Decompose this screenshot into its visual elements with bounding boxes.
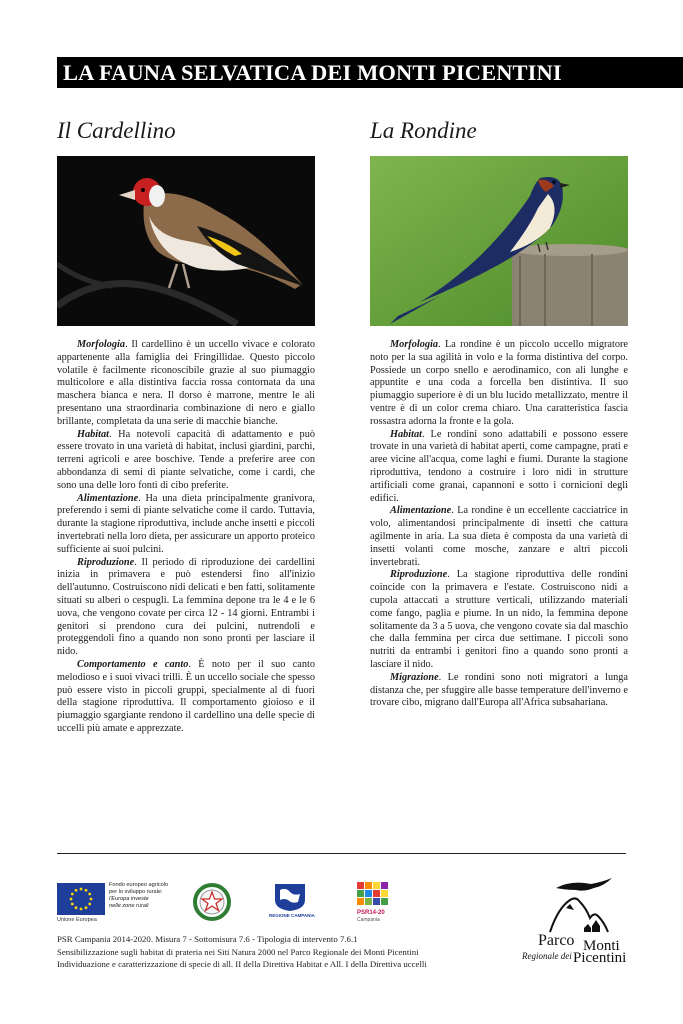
- rondine-title: La Rondine: [370, 118, 477, 143]
- rondine-text: [370, 339, 628, 710]
- funding-logos: [57, 880, 397, 925]
- credits-line: Individuazione e caratterizzazione di specie di all. II della Direttiva Habitat e All. I della Direttiva uccelli: [57, 959, 427, 970]
- rondine-alimentazione: Alimentazione. La rondine è un eccellente cacciatrice in volo, alimentandosi principalmente di insetti che cattura agilmente in aria. La sua dieta è composta da una varietà di insetti volanti come mosche, zanzare e altri piccoli invertebrati.: [370, 505, 628, 568]
- eu-fund-text: Fondo europeo agricolo per lo sviluppo rurale: l'Europa investe nelle zone rurali: [109, 882, 169, 909]
- project-credits: [57, 933, 427, 971]
- cardellino-habitat: Habitat. Ha notevoli capacità di adattamento e può essere trovato in una varietà di habitat, inclusi giardini, parchi, terreni agricoli e aree boschive. Tende a preferire aree con abbondanza di semi di piante selvatiche, come i cardi, che sono una delle loro fonti di cibo preferite.: [57, 428, 315, 491]
- swallow-illustration: [370, 156, 628, 326]
- rondine-photo: [370, 156, 628, 326]
- credits-line: PSR Campania 2014-2020. Misura 7 - Sottomisura 7.6 - Tipologia di intervento 7.6.1: [57, 934, 358, 944]
- cardellino-comportamento: Comportamento e canto. È noto per il suo canto melodioso e i suoi vivaci trilli. È un uccello sociale che spesso può essere visto in piccoli gruppi, specialmente al di fuori della stagione riproduttiva. Il comportamento gioioso e il piumaggio sgargiante rendono il cardellino una delle specie di uccelli più amate e apprezzate.: [57, 658, 316, 734]
- psr-logo-icon: [357, 882, 389, 908]
- poster-title: LA FAUNA SELVATICA DEI MONTI PICENTINI: [57, 57, 683, 88]
- rondine-riproduzione: Riproduzione. La stagione riproduttiva delle rondini coincide con la primavera e l'estate. Costruiscono nidi a cupola attaccati a strutture verticali, utilizzando materiali come fango, paglia e piume. In un nido, la femmina depone solitamente da 3 a 5 uova, che vengono covate sia dal maschio che dalla femmina per circa due settimane. I piccoli sono nutriti da entrambi i genitori fino a quando sono pronti a lasciare il nido.: [370, 569, 628, 670]
- rondine-migrazione: Migrazione. Le rondini sono noti migratori a lunga distanza che, per sfuggire alle basse temperature dell'inverno e trovare cibo, migrano dall'Europa all'Africa subsahariana.: [370, 671, 628, 709]
- cardellino-photo: [57, 156, 315, 326]
- credits-line: Sensibilizzazione sugli habitat di prateria nei Siti Natura 2000 nel Parco Regionale dei Monti Picentini: [57, 946, 419, 957]
- eu-flag-icon: [57, 883, 105, 915]
- rondine-habitat: Habitat. Le rondini sono adattabili e possono essere trovate in una varietà di habitat aperti, come campagne, prati e aree vicine all'acqua, come laghi e fiumi. Durante la stagione riproduttiva, tendono a costruire i loro nidi in strutture artificiali come granai, capannoni e sotto i cornicioni degli edifici.: [370, 428, 628, 504]
- footer-divider: [57, 853, 626, 854]
- parco-name: Parco Monti Regionale dei Picentini: [522, 932, 627, 966]
- eu-stars-icon: [57, 883, 105, 915]
- rondine-morfologia: Morfologia. La rondine è un piccolo uccello migratore noto per la sua agilità in volo e la forma distintiva del corpo. Possiede un corpo snello e aerodinamico, con ali lunghe e appuntite e una coda a forcella ben distintiva. Il suo piumaggio superiore è di un blu lucido metallizzato, mentre il ventre è di un color crema chiaro. Una caratteristica fascia rossastra adorna la fronte e la gola.: [370, 339, 628, 427]
- goldfinch-illustration: [57, 156, 315, 326]
- cardellino-morfologia: Morfologia. Il cardellino è un uccello vivace e colorato appartenente alla famiglia dei Fringillidae. Questo piccolo volatile è facilmente riconoscibile grazie al suo piumaggio multicolore e alla distintiva faccia rossa contornata da una maschera bianca e nera. Il dorso è marrone, mentre le ali presentano una straordinaria combinazione di nero e giallo brillante, completata da una serie di macchie bianche.: [57, 339, 315, 427]
- cardellino-title: Il Cardellino: [57, 118, 176, 143]
- psr-caption: PSR14-20 Campania: [357, 910, 385, 923]
- eagle-mountain-icon: [536, 878, 616, 936]
- cardellino-text: [57, 339, 315, 736]
- cardellino-alimentazione: Alimentazione. Ha una dieta principalmente granivora, preferendo i semi di piante selvatiche come il cardo. Tuttavia, durante la stagione riproduttiva, include anche insetti e piccoli invertebrati nella loro dieta, per assicurare un apporto proteico sufficiente ai suoi pulcini.: [57, 492, 315, 555]
- regione-campania-logo-icon: [272, 882, 308, 912]
- rondine-column: [370, 118, 628, 710]
- cardellino-riproduzione: Riproduzione. Il periodo di riproduzione dei cardellini inizia in primavera e può estendersi fino all'inizio dell'autunno. Costruiscono nidi delicati e ben fatti, solitamente situati su alberi o cespugli. La femmina depone tra le 4 e le 6 uova, che vengono covate per circa 12 - 14 giorni. Entrambi i genitori si prendono cura dei pulcini, nutrendoli e proteggendoli fino a quando non sono pronti per lasciare il nido.: [57, 556, 315, 658]
- cardellino-column: [57, 118, 315, 736]
- parco-monti-picentini-logo: [519, 878, 629, 973]
- italian-republic-emblem-icon: [192, 882, 232, 922]
- campania-caption: REGIONE CAMPANIA: [269, 913, 315, 918]
- eu-caption: Unione Europea: [57, 917, 97, 923]
